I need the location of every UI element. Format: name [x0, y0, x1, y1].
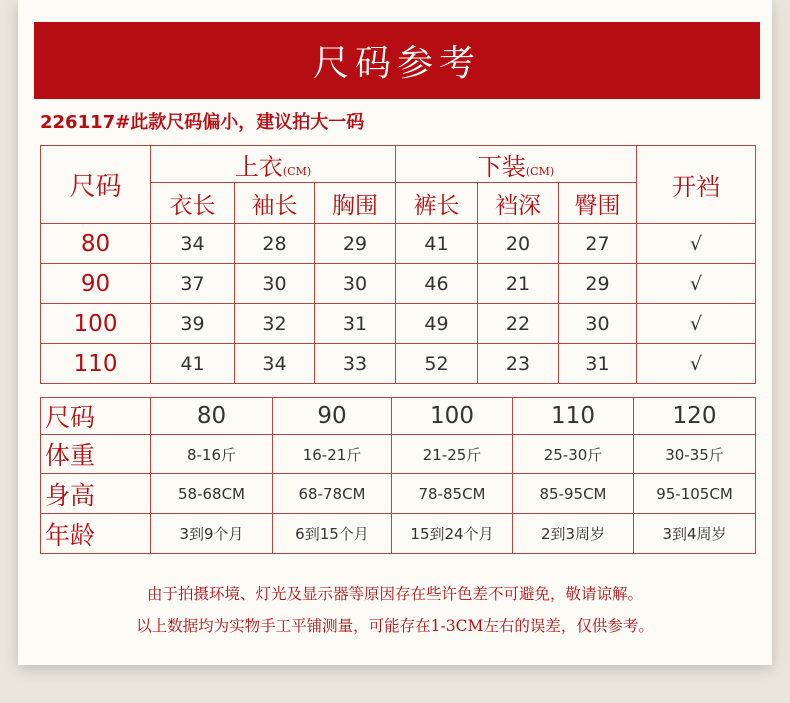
table-row [41, 435, 756, 474]
value-cell: 46 [396, 264, 478, 304]
size-cell: 110 [41, 344, 151, 384]
value-cell: 41 [151, 344, 235, 384]
value-cell: 58-68CM [151, 474, 273, 514]
value-cell: 37 [151, 264, 235, 304]
value-cell: 25-30斤 [513, 435, 634, 474]
value-cell: 15到24个月 [392, 514, 513, 554]
column-header: 胸围 [315, 183, 396, 224]
table-row [41, 398, 756, 435]
value-cell: 31 [315, 304, 396, 344]
bottom-group-header: 下装(CM) [396, 146, 637, 183]
size-chart-card [18, 0, 772, 665]
value-cell: 20 [478, 224, 559, 264]
size-header: 尺码 [41, 146, 151, 224]
check-mark: √ [637, 304, 756, 344]
value-cell: 16-21斤 [273, 435, 392, 474]
check-mark: √ [637, 224, 756, 264]
page-title: 尺码参考 [312, 43, 481, 84]
value-cell: 29 [315, 224, 396, 264]
value-cell: 68-78CM [273, 474, 392, 514]
size-cell: 80 [41, 224, 151, 264]
column-header: 衣长 [151, 183, 235, 224]
column-header: 裆深 [478, 183, 559, 224]
column-header: 裤长 [396, 183, 478, 224]
value-cell: 49 [396, 304, 478, 344]
size-cell: 80 [151, 398, 273, 435]
value-cell: 39 [151, 304, 235, 344]
size-row-label: 尺码 [41, 398, 151, 435]
top-group-header: 上衣(CM) [151, 146, 396, 183]
value-cell: 8-16斤 [151, 435, 273, 474]
value-cell: 21-25斤 [392, 435, 513, 474]
size-cell: 100 [392, 398, 513, 435]
value-cell: 31 [559, 344, 637, 384]
size-cell: 120 [634, 398, 756, 435]
value-cell: 21 [478, 264, 559, 304]
table-row [41, 224, 756, 264]
check-mark: √ [637, 264, 756, 304]
value-cell: 33 [315, 344, 396, 384]
weight-row-label: 体重 [41, 435, 151, 474]
value-cell: 34 [235, 344, 315, 384]
value-cell: 28 [235, 224, 315, 264]
table-row [41, 264, 756, 304]
disclaimer-line-2: 以上数据均为实物手工平铺测量，可能存在1-3CM左右的误差，仅供参考。 [136, 617, 654, 635]
value-cell: 85-95CM [513, 474, 634, 514]
value-cell: 22 [478, 304, 559, 344]
size-cell: 90 [41, 264, 151, 304]
column-header: 袖长 [235, 183, 315, 224]
value-cell: 30-35斤 [634, 435, 756, 474]
check-mark: √ [637, 344, 756, 384]
table-row [41, 304, 756, 344]
table-row [41, 344, 756, 384]
value-cell: 30 [559, 304, 637, 344]
table-row [41, 474, 756, 514]
value-cell: 34 [151, 224, 235, 264]
value-cell: 6到15个月 [273, 514, 392, 554]
value-cell: 23 [478, 344, 559, 384]
value-cell: 32 [235, 304, 315, 344]
garment-measurement-table [40, 145, 756, 384]
value-cell: 27 [559, 224, 637, 264]
value-cell: 78-85CM [392, 474, 513, 514]
value-cell: 30 [315, 264, 396, 304]
value-cell: 52 [396, 344, 478, 384]
disclaimer-line-1: 由于拍摄环境、灯光及显示器等原因存在些许色差不可避免，敬请谅解。 [146, 585, 643, 603]
value-cell: 3到4周岁 [634, 514, 756, 554]
size-recommendation-table [40, 397, 756, 554]
size-cell: 110 [513, 398, 634, 435]
size-note: 226117#此款尺码偏小，建议拍大一码 [40, 112, 365, 133]
value-cell: 29 [559, 264, 637, 304]
size-cell: 100 [41, 304, 151, 344]
column-header: 臀围 [559, 183, 637, 224]
height-row-label: 身高 [41, 474, 151, 514]
age-row-label: 年龄 [41, 514, 151, 554]
value-cell: 30 [235, 264, 315, 304]
value-cell: 41 [396, 224, 478, 264]
open-crotch-header: 开裆 [637, 146, 756, 224]
table-row [41, 514, 756, 554]
size-cell: 90 [273, 398, 392, 435]
title-banner [34, 22, 760, 99]
value-cell: 95-105CM [634, 474, 756, 514]
value-cell: 2到3周岁 [513, 514, 634, 554]
value-cell: 3到9个月 [151, 514, 273, 554]
